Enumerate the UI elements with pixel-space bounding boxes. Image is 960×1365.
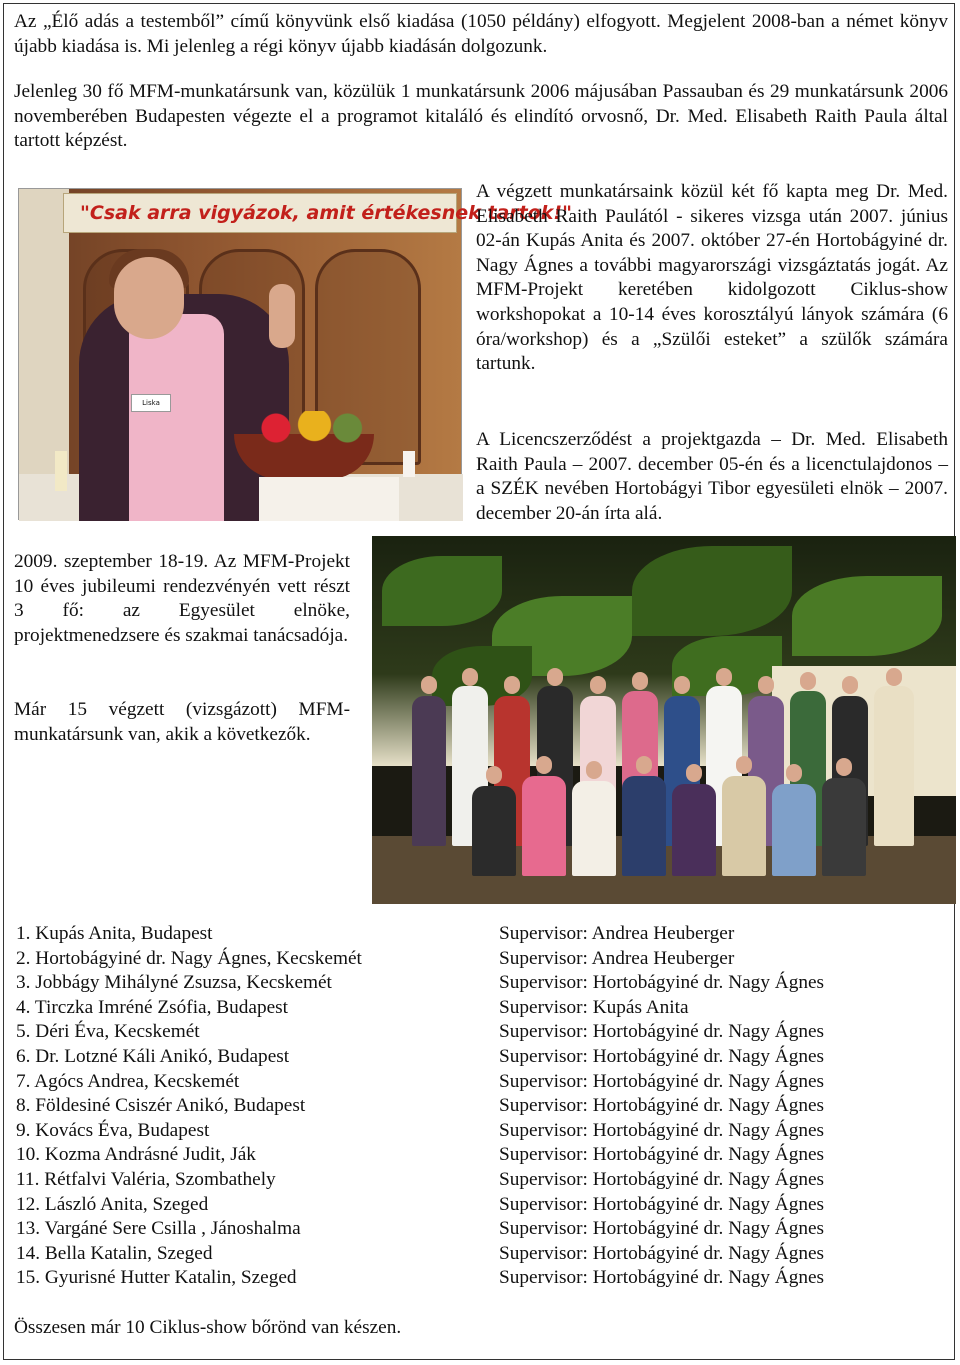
member-supervisor: Supervisor: Hortobágyiné dr. Nagy Ágnes [499,1168,825,1190]
member-supervisor: Supervisor: Kupás Anita [499,996,689,1018]
member-supervisor: Supervisor: Hortobágyiné dr. Nagy Ágnes [499,1070,825,1092]
member-supervisor: Supervisor: Hortobágyiné dr. Nagy Ágnes [499,1242,825,1264]
intro-paragraph: Az „Élő adás a testemből” című könyvünk első kiadása (1050 példány) elfogyott. Megjelent 2008-ban a német könyv újabb kiadása is. Mi jelenleg a régi könyv újabb kiadásán dolgozunk. [14,11,948,57]
member-name: 12. László Anita, Szeged [16,1193,209,1215]
member-name: 3. Jobbágy Mihályné Zsuzsa, Kecskemét [16,972,332,994]
closing-paragraph: Összesen már 10 Ciklus-show bőrönd van készen. [14,1317,402,1338]
member-name: 8. Földesiné Csiszér Anikó, Budapest [16,1095,306,1117]
member-supervisor: Supervisor: Hortobágyiné dr. Nagy Ágnes [499,1095,825,1117]
member-name: 9. Kovács Éva, Budapest [16,1119,210,1141]
member-supervisor: Supervisor: Hortobágyiné dr. Nagy Ágnes [499,1021,825,1043]
member-name: 6. Dr. Lotzné Káli Anikó, Budapest [16,1045,290,1067]
member-supervisor: Supervisor: Hortobágyiné dr. Nagy Ágnes [499,1119,825,1141]
member-name: 15. Gyurisné Hutter Katalin, Szeged [16,1267,297,1289]
member-supervisor: Supervisor: Hortobágyiné dr. Nagy Ágnes [499,1218,825,1240]
group-photo [372,536,956,904]
member-supervisor: Supervisor: Andrea Heuberger [499,923,735,944]
document-page [3,3,955,1360]
lecturer-photo [18,188,572,520]
member-supervisor: Supervisor: Andrea Heuberger [499,947,735,969]
graduates-paragraph: A végzett munkatársaink közül két fő kapta meg Dr. Med. Elisabeth Raith Paulától - sikeres vizsga után 2007. június 02-án Kupás Anita és 2007. október 27-én Hortobágyiné dr. Nagy Ágnes a további magyarországi vizsgáztatás jogát. Az MFM-Projekt keretében kidolgozott Ciklus-show workshopokat a 10-14 éves korosztályú lányok számára (6 óra/workshop) és a „Szülői esteket” a szülők számára tartunk. [476,181,948,375]
member-name: 10. Kozma Andrásné Judit, Ják [16,1144,256,1166]
member-name: 11. Rétfalvi Valéria, Szombathely [16,1168,276,1190]
member-name: 7. Agócs Andrea, Kecskemét [16,1070,240,1092]
member-supervisor: Supervisor: Hortobágyiné dr. Nagy Ágnes [499,1144,825,1166]
member-names-column [16,922,486,1291]
member-name: 14. Bella Katalin, Szeged [16,1242,213,1264]
member-supervisor: Supervisor: Hortobágyiné dr. Nagy Ágnes [499,972,825,994]
licence-paragraph: A Licencszerződést a projektgazda – Dr. Med. Elisabeth Raith Paula – 2007. december 05-én és a licenctulajdonos – a SZÉK nevében Hortobágyi Tibor egyesületi elnök – 2007. december 20-án írta alá. [476,429,948,524]
member-name: 1. Kupás Anita, Budapest [16,923,213,944]
member-name: 5. Déri Éva, Kecskemét [16,1021,200,1043]
member-supervisors-column [499,922,949,1291]
member-supervisor: Supervisor: Hortobágyiné dr. Nagy Ágnes [499,1267,825,1289]
member-supervisor: Supervisor: Hortobágyiné dr. Nagy Ágnes [499,1045,825,1067]
photo-banner: "Csak arra vigyázok, amit értékesnek tartok!" [63,193,457,233]
member-name: 13. Vargáné Sere Csilla , Jánoshalma [16,1218,301,1240]
name-badge: Liska [131,394,171,412]
graduated-count-paragraph: Már 15 végzett (vizsgázott) MFM-munkatársunk van, akik a következők. [14,699,350,745]
member-supervisor: Supervisor: Hortobágyiné dr. Nagy Ágnes [499,1193,825,1215]
jubilee-paragraph: 2009. szeptember 18-19. Az MFM-Projekt 10 éves jubileumi rendezvényén vett részt 3 fő: az Egyesület elnöke, projektmenedzsere és szakmai tanácsadója. [14,551,350,646]
staff-paragraph: Jelenleg 30 fő MFM-munkatársunk van, közülük 1 munkatársunk 2006 májusában Passauban és 29 munkatársunk 2006 novemberében Budapesten végezte el a programot kitaláló és elindító orvosnő, Dr. Med. Elisabeth Raith Paula által tartott képzést. [14,81,948,152]
member-name: 2. Hortobágyiné dr. Nagy Ágnes, Kecskemét [16,947,362,969]
member-name: 4. Tirczka Imréné Zsófia, Budapest [16,996,289,1018]
